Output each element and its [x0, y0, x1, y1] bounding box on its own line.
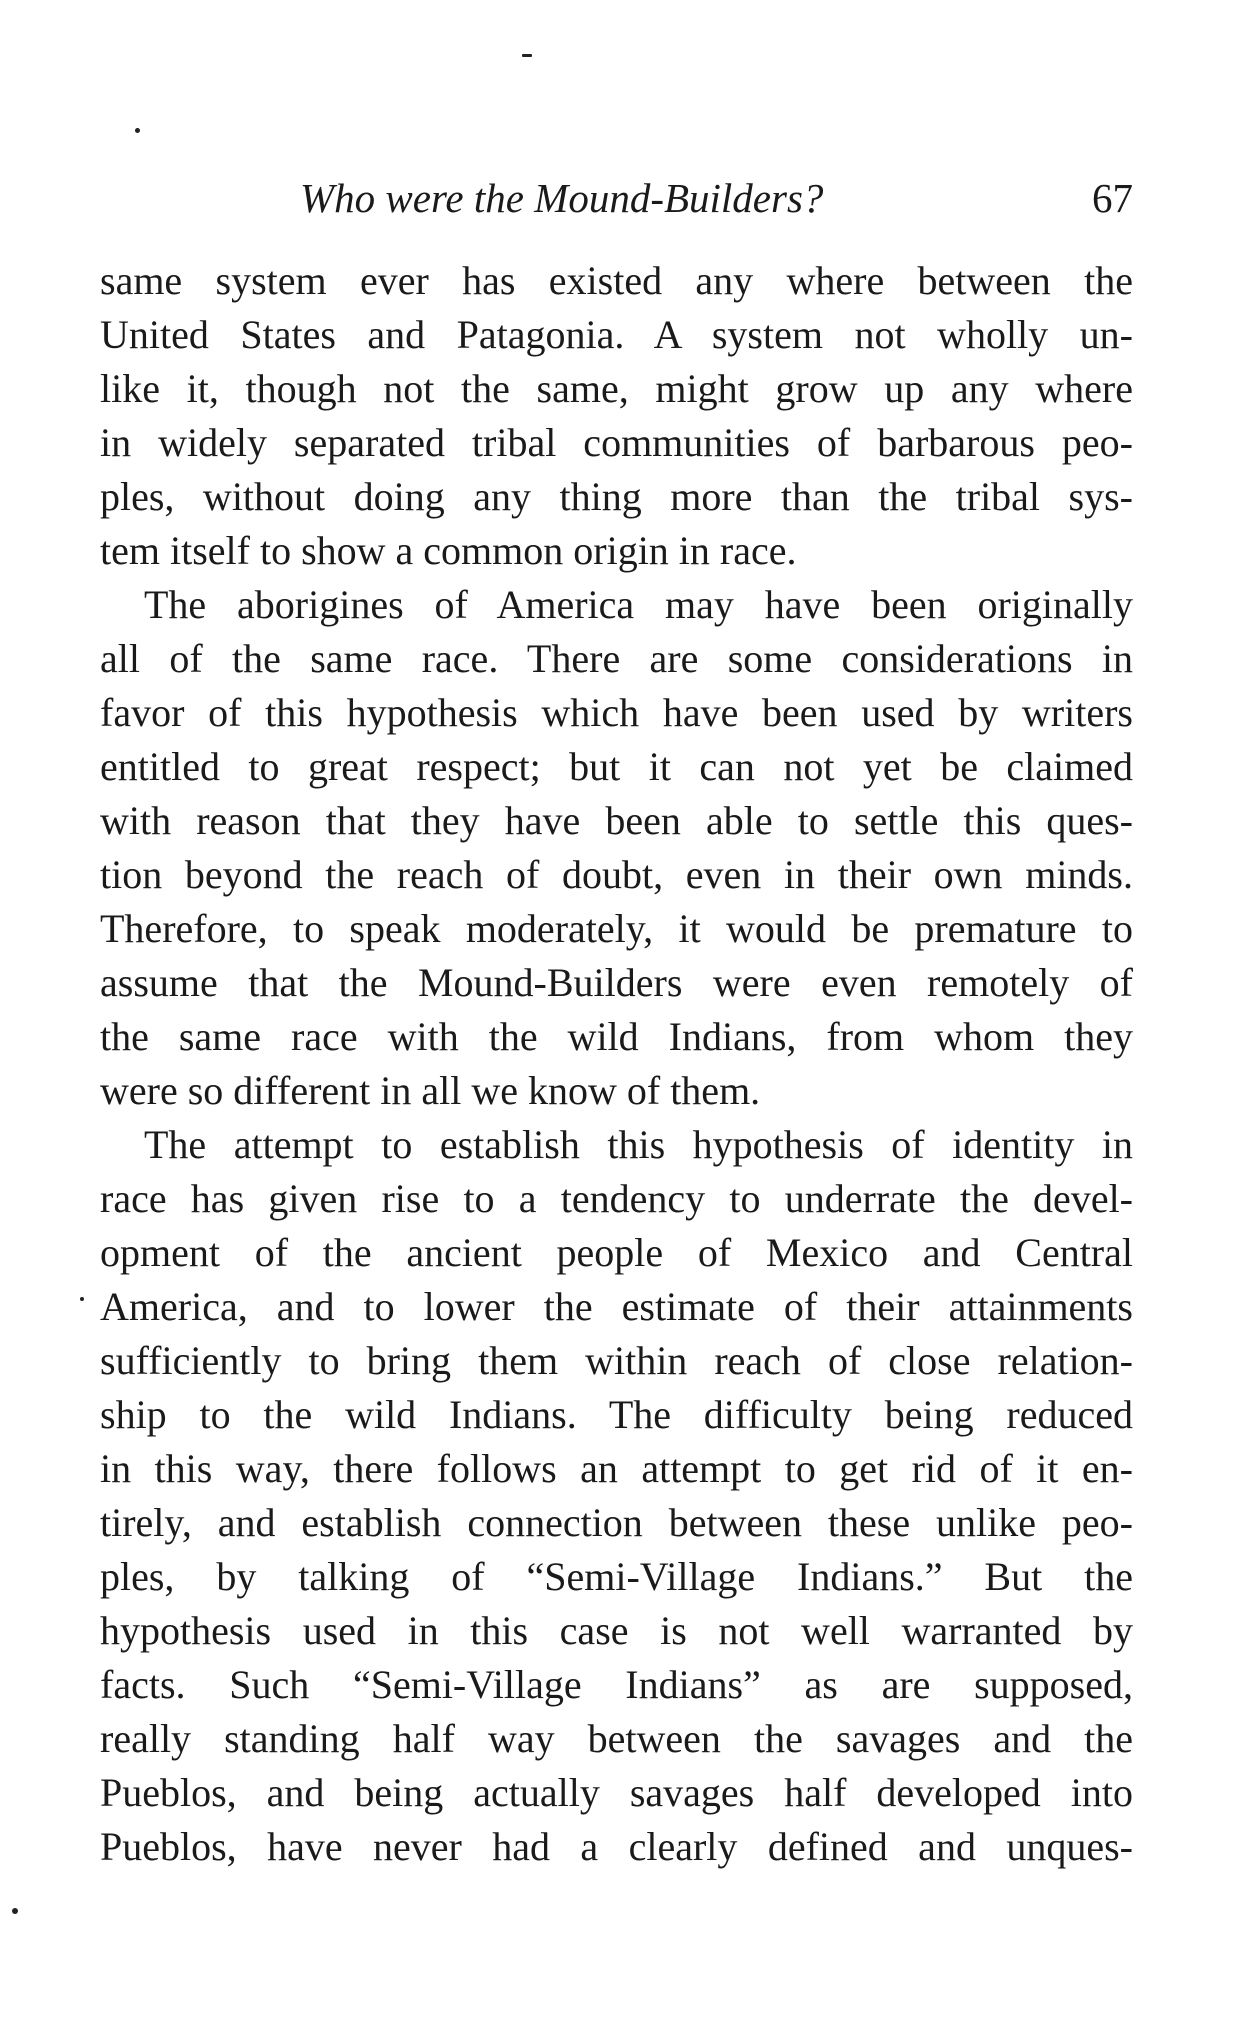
scan-speck [80, 1297, 84, 1301]
text-line: favor of this hypothesis which have been used by writers [100, 690, 1133, 735]
running-title: Who were the Mound-Builders? [300, 175, 824, 221]
text-line: facts. Such “Semi-Village Indians” as are supposed, [100, 1662, 1133, 1707]
page-header [100, 168, 1133, 228]
paragraph [100, 254, 1133, 578]
body-text [100, 254, 1133, 1874]
text-line: America, and to lower the estimate of their attainments [100, 1284, 1133, 1329]
text-line: same system ever has existed any where between the [100, 258, 1133, 303]
scan-speck [522, 54, 532, 57]
text-line: with reason that they have been able to settle this ques- [100, 798, 1133, 843]
text-line: entitled to great respect; but it can not yet be claimed [100, 744, 1133, 789]
text-line: tion beyond the reach of doubt, even in their own minds. [100, 852, 1133, 897]
text-line: hypothesis used in this case is not well warranted by [100, 1608, 1133, 1653]
text-line: ples, without doing any thing more than the tribal sys- [100, 474, 1133, 519]
scan-speck [12, 1908, 18, 1914]
text-line: The attempt to establish this hypothesis of identity in [144, 1122, 1133, 1167]
text-line: in this way, there follows an attempt to get rid of it en- [100, 1446, 1133, 1491]
text-line: United States and Patagonia. A system not wholly un- [100, 312, 1133, 357]
text-line: opment of the ancient people of Mexico and Central [100, 1230, 1133, 1275]
text-line: like it, though not the same, might grow up any where [100, 366, 1133, 411]
text-line: in widely separated tribal communities of barbarous peo- [100, 420, 1133, 465]
text-line: Pueblos, and being actually savages half developed into [100, 1770, 1133, 1815]
text-line: all of the same race. There are some considerations in [100, 636, 1133, 681]
text-line: really standing half way between the savages and the [100, 1716, 1133, 1761]
text-line: race has given rise to a tendency to underrate the devel- [100, 1176, 1133, 1221]
text-line: tem itself to show a common origin in race. [100, 528, 797, 573]
scan-speck [135, 128, 140, 133]
text-line: assume that the Mound-Builders were even remotely of [100, 960, 1133, 1005]
paragraph [100, 578, 1133, 1118]
text-line: Pueblos, have never had a clearly defined and unques- [100, 1824, 1133, 1869]
text-line: ship to the wild Indians. The difficulty being reduced [100, 1392, 1133, 1437]
text-line: were so different in all we know of them. [100, 1068, 761, 1113]
page-number: 67 [1092, 175, 1133, 221]
paragraph [100, 1118, 1133, 1874]
text-line: the same race with the wild Indians, from whom they [100, 1014, 1133, 1059]
text-line: sufficiently to bring them within reach of close relation- [100, 1338, 1133, 1383]
text-line: ples, by talking of “Semi-Village Indians.” But the [100, 1554, 1133, 1599]
text-line: tirely, and establish connection between these unlike peo- [100, 1500, 1133, 1545]
text-line: Therefore, to speak moderately, it would be premature to [100, 906, 1133, 951]
text-line: The aborigines of America may have been originally [144, 582, 1133, 627]
